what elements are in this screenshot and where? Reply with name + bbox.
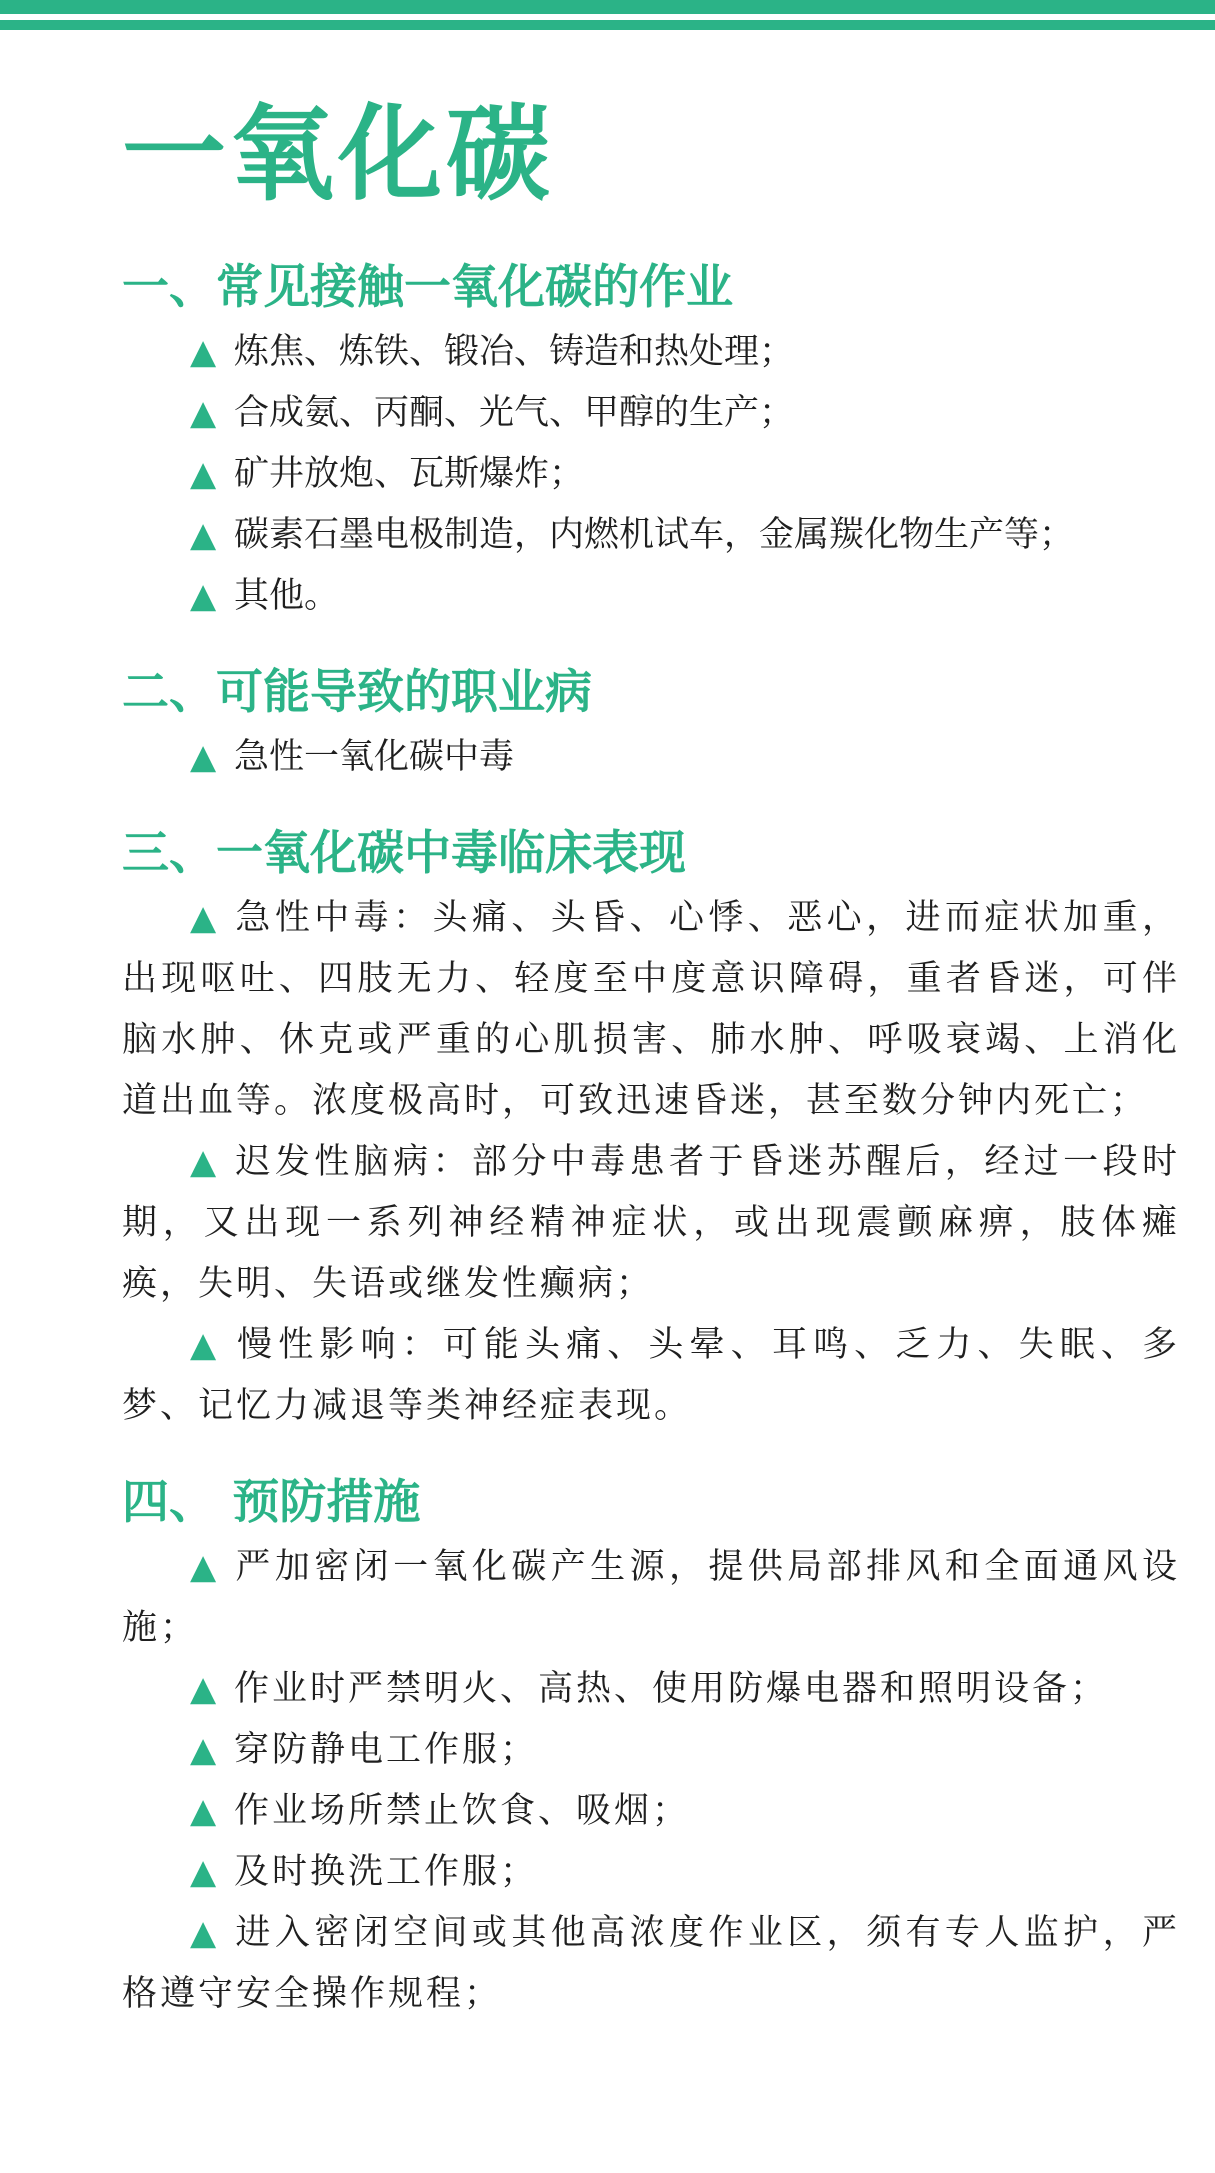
triangle-bullet-icon: ▲ — [190, 1669, 217, 1709]
section-title: 三、一氧化碳中毒临床表现 — [122, 826, 686, 881]
list-item-text: 炼焦、炼铁、锻冶、铸造和热处理； — [234, 332, 795, 372]
triangle-bullet-icon: ▲ — [190, 1730, 217, 1770]
paragraph-text: 严加密闭一氧化碳产生源，提供局部排风和全面通风设施； — [122, 1547, 1180, 1648]
paragraph-text: 及时换洗工作服； — [234, 1852, 539, 1892]
paragraph-text: 进入密闭空间或其他高浓度作业区，须有专人监护，严格遵守安全操作规程； — [122, 1913, 1180, 2014]
section-exposure-jobs — [122, 258, 1180, 627]
page-title: 一氧化碳 — [122, 93, 555, 215]
paragraph-text: 作业场所禁止饮食、吸烟； — [234, 1791, 691, 1831]
triangle-bullet-icon: ▲ — [190, 1325, 217, 1365]
triangle-bullet-icon: ▲ — [190, 454, 217, 494]
triangle-bullet-icon: ▲ — [190, 1852, 217, 1892]
triangle-bullet-icon: ▲ — [190, 737, 217, 777]
paragraph-item — [122, 1659, 1180, 1720]
triangle-bullet-icon: ▲ — [190, 332, 217, 372]
paragraph-item — [122, 888, 1180, 1132]
list-item-text: 急性一氧化碳中毒 — [234, 737, 515, 777]
list-item-text: 矿井放炮、瓦斯爆炸； — [234, 454, 585, 494]
list-item — [122, 505, 1180, 566]
section-prevention-measures — [122, 1473, 1180, 2025]
triangle-bullet-icon: ▲ — [190, 1913, 217, 1953]
paragraph-item — [122, 1132, 1180, 1315]
top-stripe-thin — [0, 20, 1215, 30]
paragraph-item — [122, 1842, 1180, 1903]
list-item — [122, 444, 1180, 505]
paragraph-item — [122, 1315, 1180, 1437]
list-item-text: 合成氨、丙酮、光气、甲醇的生产； — [234, 393, 795, 433]
section-title: 四、 预防措施 — [122, 1475, 421, 1530]
top-stripe — [0, 0, 1215, 14]
section-title: 二、可能导致的职业病 — [122, 665, 592, 720]
triangle-bullet-icon: ▲ — [190, 393, 217, 433]
list-item — [122, 383, 1180, 444]
triangle-bullet-icon: ▲ — [190, 1142, 217, 1182]
paragraph-item — [122, 1781, 1180, 1842]
section-clinical-manifestations — [122, 824, 1180, 1437]
triangle-bullet-icon: ▲ — [190, 898, 217, 938]
paragraph-text: 慢性影响：可能头痛、头晕、耳鸣、乏力、失眠、多梦、记忆力减退等类神经症表现。 — [122, 1325, 1180, 1426]
section-occupational-disease — [122, 663, 1180, 788]
document-body — [122, 92, 1180, 2025]
paragraph-text: 迟发性脑病：部分中毒患者于昏迷苏醒后，经过一段时期，又出现一系列神经精神症状，或出现震颤麻痹，肢体瘫痪，失明、失语或继发性癫病； — [122, 1142, 1180, 1304]
paragraph-text: 作业时严禁明火、高热、使用防爆电器和照明设备； — [234, 1669, 1109, 1709]
list-item — [122, 727, 1180, 788]
list-item — [122, 566, 1180, 627]
list-item-text: 其他。 — [234, 576, 340, 616]
paragraph-item — [122, 1537, 1180, 1659]
section-title: 一、常见接触一氧化碳的作业 — [122, 260, 733, 315]
paragraph-item — [122, 1720, 1180, 1781]
paragraph-text: 穿防静电工作服； — [234, 1730, 539, 1770]
list-item — [122, 322, 1180, 383]
triangle-bullet-icon: ▲ — [190, 1791, 217, 1831]
list-item-text: 碳素石墨电极制造，内燃机试车，金属羰化物生产等； — [234, 515, 1075, 555]
triangle-bullet-icon: ▲ — [190, 1547, 217, 1587]
paragraph-item — [122, 1903, 1180, 2025]
triangle-bullet-icon: ▲ — [190, 576, 217, 616]
paragraph-text: 急性中毒：头痛、头昏、心悸、恶心，进而症状加重，出现呕吐、四肢无力、轻度至中度意识障碍，重者昏迷，可伴脑水肿、休克或严重的心肌损害、肺水肿、呼吸衰竭、上消化道出血等。浓度极高时，可致迅速昏迷，甚至数分钟内死亡； — [122, 898, 1180, 1121]
triangle-bullet-icon: ▲ — [190, 515, 217, 555]
